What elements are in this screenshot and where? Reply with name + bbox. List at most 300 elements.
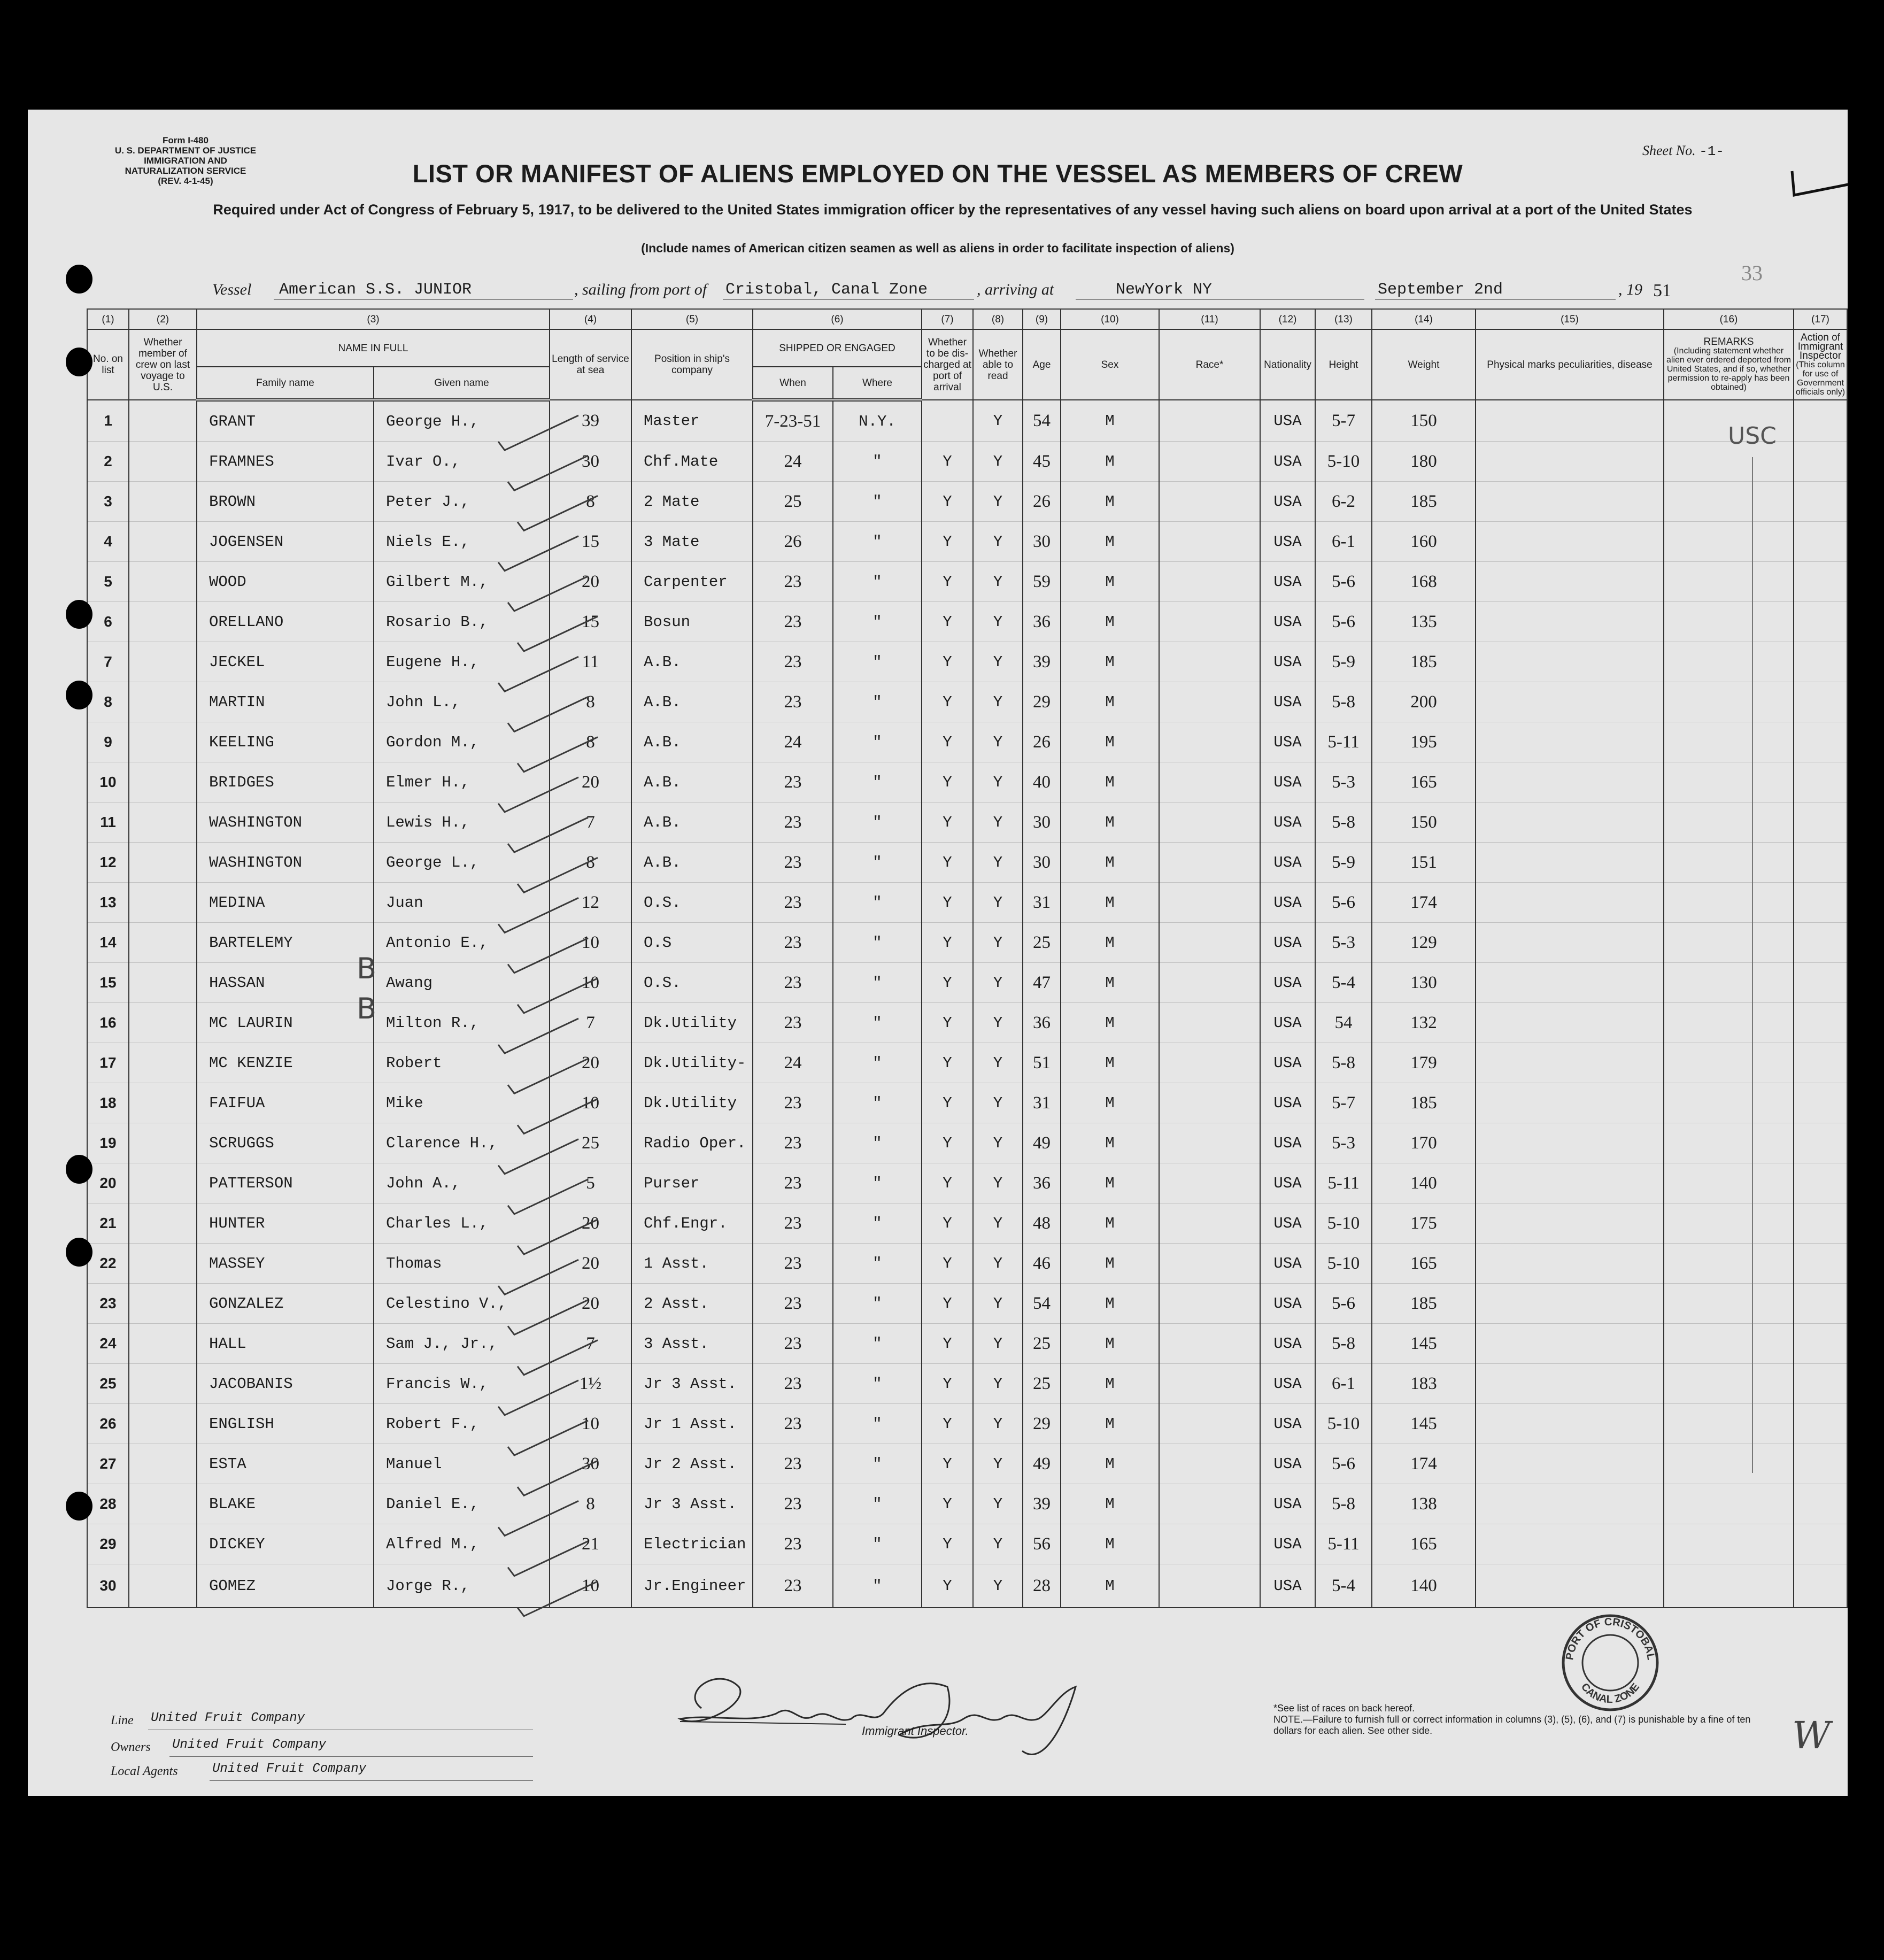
cell-discharged: Y	[922, 1324, 973, 1364]
cell-when: 23	[753, 843, 833, 883]
cell-height: 6-2	[1315, 482, 1372, 522]
cell-nationality: USA	[1260, 1564, 1315, 1608]
cell-sex: M	[1061, 722, 1159, 762]
cell-whether-crew	[129, 1364, 197, 1404]
cell-given-name: Antonio E.,	[374, 923, 550, 963]
cell-family-name: HUNTER	[197, 1203, 374, 1244]
table-row	[87, 642, 1847, 682]
cell-position: O.S	[631, 923, 753, 963]
cell-physical	[1476, 1324, 1664, 1364]
cell-read: Y	[973, 883, 1023, 923]
cell-family-name: MASSEY	[197, 1244, 374, 1284]
sailing-label: , sailing from port of	[574, 281, 707, 298]
table-row	[87, 682, 1847, 722]
table-row	[87, 602, 1847, 642]
cell-action	[1794, 442, 1847, 482]
cell-sex: M	[1061, 762, 1159, 802]
note-label: NOTE.	[1273, 1714, 1303, 1725]
cell-read: Y	[973, 1324, 1023, 1364]
cell-position: Dk.Utility	[631, 1083, 753, 1123]
cell-nationality: USA	[1260, 923, 1315, 963]
cell-action	[1794, 1484, 1847, 1524]
col-num-7: (7)	[922, 309, 973, 329]
initials-annotation: W	[1792, 1714, 1831, 1757]
cell-whether-crew	[129, 562, 197, 602]
cell-height: 5-6	[1315, 602, 1372, 642]
cell-given-name: John L.,	[374, 682, 550, 722]
col-num-12: (12)	[1260, 309, 1315, 329]
cell-discharged: Y	[922, 1404, 973, 1444]
cell-length-service: 20	[550, 1284, 631, 1324]
col-num-6: (6)	[753, 309, 922, 329]
cell-discharged: Y	[922, 1244, 973, 1284]
cell-where: "	[833, 1244, 922, 1284]
cell-action	[1794, 1324, 1847, 1364]
table-row	[87, 562, 1847, 602]
cell-age: 45	[1023, 442, 1061, 482]
crew-rows	[87, 400, 1847, 1608]
cell-when: 23	[753, 1203, 833, 1244]
cell-whether-crew	[129, 400, 197, 442]
header-action-inspector	[1794, 329, 1847, 400]
cell-race	[1159, 562, 1260, 602]
row-number: 24	[87, 1324, 129, 1364]
cell-nationality: USA	[1260, 1404, 1315, 1444]
cell-physical	[1476, 802, 1664, 843]
row-number: 5	[87, 562, 129, 602]
binder-hole	[66, 1492, 92, 1521]
cell-discharged: Y	[922, 1524, 973, 1564]
cell-read: Y	[973, 1444, 1023, 1484]
cell-age: 48	[1023, 1203, 1061, 1244]
row-number: 17	[87, 1043, 129, 1083]
cell-when: 23	[753, 682, 833, 722]
table-row	[87, 963, 1847, 1003]
row-number: 15	[87, 963, 129, 1003]
cell-physical	[1476, 843, 1664, 883]
cell-position: 3 Mate	[631, 522, 753, 562]
cell-where: "	[833, 963, 922, 1003]
cell-given-name: Sam J., Jr.,	[374, 1324, 550, 1364]
cell-sex: M	[1061, 923, 1159, 963]
cell-action	[1794, 722, 1847, 762]
cell-physical	[1476, 1244, 1664, 1284]
cell-height: 5-4	[1315, 1564, 1372, 1608]
cell-whether-crew	[129, 762, 197, 802]
cell-whether-crew	[129, 1244, 197, 1284]
cell-position: 1 Asst.	[631, 1244, 753, 1284]
cell-nationality: USA	[1260, 1043, 1315, 1083]
cell-height: 5-3	[1315, 762, 1372, 802]
cell-physical	[1476, 923, 1664, 963]
cell-action	[1794, 1524, 1847, 1564]
row-number: 13	[87, 883, 129, 923]
cell-discharged: Y	[922, 442, 973, 482]
cell-race	[1159, 682, 1260, 722]
cell-discharged: Y	[922, 602, 973, 642]
cell-length-service: 20	[550, 562, 631, 602]
binder-hole	[66, 1238, 92, 1267]
cell-physical	[1476, 1203, 1664, 1244]
cell-when: 25	[753, 482, 833, 522]
cell-action	[1794, 883, 1847, 923]
cell-when: 23	[753, 602, 833, 642]
cell-family-name: BRIDGES	[197, 762, 374, 802]
cell-physical	[1476, 562, 1664, 602]
header-physical-marks: Physical marks peculiarities, disease	[1476, 329, 1664, 400]
cell-given-name: George L.,	[374, 843, 550, 883]
cell-discharged: Y	[922, 1364, 973, 1404]
cell-race	[1159, 883, 1260, 923]
cell-physical	[1476, 602, 1664, 642]
cell-whether-crew	[129, 522, 197, 562]
cell-where: "	[833, 1123, 922, 1163]
cell-when: 24	[753, 722, 833, 762]
crew-manifest-table	[87, 308, 1848, 1608]
table-row	[87, 1404, 1847, 1444]
row-number: 28	[87, 1484, 129, 1524]
cell-age: 56	[1023, 1524, 1061, 1564]
cell-position: Chf.Engr.	[631, 1203, 753, 1244]
cell-age: 30	[1023, 522, 1061, 562]
cell-height: 5-10	[1315, 1244, 1372, 1284]
table-row	[87, 1524, 1847, 1564]
cell-given-name: Thomas	[374, 1244, 550, 1284]
cell-position: A.B.	[631, 682, 753, 722]
cell-height: 5-3	[1315, 1123, 1372, 1163]
cell-length-service: 10	[550, 1564, 631, 1608]
col-num-17: (17)	[1794, 309, 1847, 329]
cell-position: Jr 3 Asst.	[631, 1364, 753, 1404]
cell-given-name: Robert	[374, 1043, 550, 1083]
table-row	[87, 1284, 1847, 1324]
cell-race	[1159, 1244, 1260, 1284]
cell-sex: M	[1061, 1564, 1159, 1608]
cell-when: 23	[753, 1484, 833, 1524]
cell-length-service: 20	[550, 1043, 631, 1083]
cell-whether-crew	[129, 883, 197, 923]
document-title: LIST OR MANIFEST OF ALIENS EMPLOYED ON THE VESSEL AS MEMBERS OF CREW	[412, 159, 1463, 188]
row-number: 19	[87, 1123, 129, 1163]
cell-length-service: 39	[550, 400, 631, 442]
cell-read: Y	[973, 762, 1023, 802]
cell-sex: M	[1061, 1404, 1159, 1444]
header-given-name: Given name	[374, 367, 550, 400]
cell-weight: 200	[1372, 682, 1476, 722]
header-action-title: Action of Immigrant Inspector	[1797, 331, 1843, 361]
cell-race	[1159, 482, 1260, 522]
cell-length-service: 20	[550, 1203, 631, 1244]
cell-age: 49	[1023, 1123, 1061, 1163]
cell-whether-crew	[129, 722, 197, 762]
cell-race	[1159, 642, 1260, 682]
table-row	[87, 442, 1847, 482]
footer-owners-value: United Fruit Company	[172, 1738, 327, 1752]
row-number: 22	[87, 1244, 129, 1284]
cell-when: 23	[753, 802, 833, 843]
row-number: 1	[87, 400, 129, 442]
cell-family-name: BLAKE	[197, 1484, 374, 1524]
cell-position: O.S.	[631, 963, 753, 1003]
cell-age: 39	[1023, 642, 1061, 682]
cell-read: Y	[973, 963, 1023, 1003]
cell-weight: 165	[1372, 1524, 1476, 1564]
cell-race	[1159, 1364, 1260, 1404]
col-num-16: (16)	[1664, 309, 1794, 329]
cell-position: A.B.	[631, 843, 753, 883]
cell-weight: 140	[1372, 1163, 1476, 1203]
col-num-5: (5)	[631, 309, 753, 329]
cell-weight: 160	[1372, 522, 1476, 562]
cell-position: A.B.	[631, 722, 753, 762]
row-number: 21	[87, 1203, 129, 1244]
cell-where: "	[833, 802, 922, 843]
cell-discharged: Y	[922, 722, 973, 762]
cell-whether-crew	[129, 802, 197, 843]
cell-remarks	[1664, 802, 1794, 843]
cell-physical	[1476, 1043, 1664, 1083]
cell-position: A.B.	[631, 762, 753, 802]
cell-when: 23	[753, 1564, 833, 1608]
cell-physical	[1476, 1123, 1664, 1163]
table-row	[87, 1444, 1847, 1484]
table-row	[87, 522, 1847, 562]
cell-nationality: USA	[1260, 762, 1315, 802]
footer-notes	[1273, 1703, 1781, 1737]
arrival-date: September 2nd	[1378, 281, 1503, 299]
cell-race	[1159, 1043, 1260, 1083]
cell-family-name: DICKEY	[197, 1524, 374, 1564]
header-discharged: Whether to be dis-charged at port of arrival	[922, 329, 973, 400]
cell-where: "	[833, 1404, 922, 1444]
cell-height: 5-9	[1315, 642, 1372, 682]
arriving-label: , arriving at	[977, 281, 1054, 298]
col-num-10: (10)	[1061, 309, 1159, 329]
cell-age: 54	[1023, 400, 1061, 442]
cell-action	[1794, 602, 1847, 642]
sailing-port: Cristobal, Canal Zone	[725, 281, 928, 299]
cell-nationality: USA	[1260, 843, 1315, 883]
cell-sex: M	[1061, 1284, 1159, 1324]
cell-age: 26	[1023, 482, 1061, 522]
table-row	[87, 1244, 1847, 1284]
cell-given-name: Clarence H.,	[374, 1123, 550, 1163]
footer-line-label: Line	[111, 1714, 134, 1727]
table-row	[87, 1083, 1847, 1123]
cell-family-name: GONZALEZ	[197, 1284, 374, 1324]
cell-remarks	[1664, 642, 1794, 682]
cell-nationality: USA	[1260, 1083, 1315, 1123]
cell-action	[1794, 1003, 1847, 1043]
cell-family-name: MARTIN	[197, 682, 374, 722]
year-prefix: , 19	[1618, 281, 1642, 298]
cell-weight: 185	[1372, 1083, 1476, 1123]
header-height: Height	[1315, 329, 1372, 400]
cell-sex: M	[1061, 1203, 1159, 1244]
cell-age: 29	[1023, 1404, 1061, 1444]
cell-race	[1159, 442, 1260, 482]
cell-discharged: Y	[922, 1444, 973, 1484]
cell-family-name: MEDINA	[197, 883, 374, 923]
cell-race	[1159, 1083, 1260, 1123]
header-name-in-full: NAME IN FULL	[197, 329, 550, 367]
cell-whether-crew	[129, 1123, 197, 1163]
cell-length-service: 15	[550, 522, 631, 562]
cell-race	[1159, 1203, 1260, 1244]
cell-position: Dk.Utility-	[631, 1043, 753, 1083]
cell-position: Master	[631, 400, 753, 442]
cell-given-name: Niels E.,	[374, 522, 550, 562]
cell-given-name: Robert F.,	[374, 1404, 550, 1444]
cell-read: Y	[973, 1123, 1023, 1163]
manifest-sheet	[28, 110, 1848, 1796]
cell-height: 5-8	[1315, 802, 1372, 843]
cell-race	[1159, 1163, 1260, 1203]
cell-position: Jr 1 Asst.	[631, 1404, 753, 1444]
cell-height: 5-10	[1315, 442, 1372, 482]
cell-age: 46	[1023, 1244, 1061, 1284]
cell-position: Radio Oper.	[631, 1123, 753, 1163]
cell-discharged: Y	[922, 522, 973, 562]
cell-where: "	[833, 722, 922, 762]
cell-nationality: USA	[1260, 400, 1315, 442]
cell-weight: 145	[1372, 1324, 1476, 1364]
cell-race	[1159, 1123, 1260, 1163]
cell-action	[1794, 642, 1847, 682]
cell-discharged: Y	[922, 1123, 973, 1163]
cell-when: 26	[753, 522, 833, 562]
row-number: 30	[87, 1564, 129, 1608]
cell-physical	[1476, 522, 1664, 562]
header-when: When	[753, 367, 833, 400]
cell-nationality: USA	[1260, 1324, 1315, 1364]
cell-remarks	[1664, 1324, 1794, 1364]
cell-position: A.B.	[631, 802, 753, 843]
cell-given-name: Eugene H.,	[374, 642, 550, 682]
cell-when: 23	[753, 1123, 833, 1163]
cell-height: 5-8	[1315, 1484, 1372, 1524]
cell-length-service: 20	[550, 762, 631, 802]
cell-given-name: Awang	[374, 963, 550, 1003]
cell-when: 23	[753, 923, 833, 963]
cell-weight: 185	[1372, 1284, 1476, 1324]
cell-length-service: 10	[550, 1404, 631, 1444]
cell-discharged: Y	[922, 1003, 973, 1043]
cell-remarks	[1664, 1163, 1794, 1203]
cell-action	[1794, 923, 1847, 963]
cell-discharged: Y	[922, 843, 973, 883]
cell-physical	[1476, 963, 1664, 1003]
header-family-name: Family name	[197, 367, 374, 400]
cell-physical	[1476, 883, 1664, 923]
cell-race	[1159, 963, 1260, 1003]
cell-position: 2 Asst.	[631, 1284, 753, 1324]
table-row	[87, 1484, 1847, 1524]
cell-family-name: BARTELEMY	[197, 923, 374, 963]
cell-where: "	[833, 1083, 922, 1123]
cell-nationality: USA	[1260, 1524, 1315, 1564]
cell-sex: M	[1061, 1163, 1159, 1203]
cell-nationality: USA	[1260, 1444, 1315, 1484]
row-number: 18	[87, 1083, 129, 1123]
cell-height: 5-8	[1315, 1324, 1372, 1364]
row-number: 29	[87, 1524, 129, 1564]
cell-discharged: Y	[922, 963, 973, 1003]
cell-family-name: FAIFUA	[197, 1083, 374, 1123]
cell-physical	[1476, 1444, 1664, 1484]
row-number: 7	[87, 642, 129, 682]
cell-weight: 185	[1372, 642, 1476, 682]
header-shipped-engaged: SHIPPED OR ENGAGED	[753, 329, 922, 367]
table-row	[87, 1043, 1847, 1083]
cell-whether-crew	[129, 1564, 197, 1608]
cell-given-name: Jorge R.,	[374, 1564, 550, 1608]
cell-read: Y	[973, 1003, 1023, 1043]
cell-given-name: Manuel	[374, 1444, 550, 1484]
table-row	[87, 762, 1847, 802]
cell-whether-crew	[129, 1003, 197, 1043]
cell-length-service: 15	[550, 602, 631, 642]
cell-physical	[1476, 1003, 1664, 1043]
note-text: —Failure to furnish full or correct information in columns (3), (5), (6), and (7) is punishable by a fine of ten dollars for each alien. See other side.	[1273, 1714, 1751, 1736]
cell-age: 54	[1023, 1284, 1061, 1324]
table-row	[87, 482, 1847, 522]
cell-weight: 179	[1372, 1043, 1476, 1083]
cell-length-service: 30	[550, 1444, 631, 1484]
cell-sex: M	[1061, 883, 1159, 923]
header-length-service: Length of service at sea	[550, 329, 631, 400]
cell-height: 54	[1315, 1003, 1372, 1043]
cell-read: Y	[973, 1284, 1023, 1324]
cell-physical	[1476, 642, 1664, 682]
cell-where: "	[833, 642, 922, 682]
cell-discharged: Y	[922, 682, 973, 722]
usc-annotation: USC	[1728, 422, 1777, 450]
binder-hole	[66, 600, 92, 629]
cell-whether-crew	[129, 1083, 197, 1123]
cell-action	[1794, 762, 1847, 802]
cell-action	[1794, 562, 1847, 602]
cell-physical	[1476, 1484, 1664, 1524]
cell-discharged: Y	[922, 1083, 973, 1123]
cell-given-name: Lewis H.,	[374, 802, 550, 843]
cell-action	[1794, 963, 1847, 1003]
cell-action	[1794, 1123, 1847, 1163]
cell-remarks	[1664, 883, 1794, 923]
cell-age: 28	[1023, 1564, 1061, 1608]
cell-age: 39	[1023, 1484, 1061, 1524]
cell-height: 5-9	[1315, 843, 1372, 883]
cell-where: "	[833, 1364, 922, 1404]
cell-read: Y	[973, 562, 1023, 602]
table-row	[87, 1564, 1847, 1608]
table-row	[87, 883, 1847, 923]
cell-whether-crew	[129, 843, 197, 883]
cell-length-service: 25	[550, 1123, 631, 1163]
cell-weight: 170	[1372, 1123, 1476, 1163]
table-row	[87, 1163, 1847, 1203]
inspector-signature-image	[669, 1644, 1151, 1772]
cell-whether-crew	[129, 1404, 197, 1444]
cell-race	[1159, 802, 1260, 843]
cell-given-name: Francis W.,	[374, 1364, 550, 1404]
cell-weight: 168	[1372, 562, 1476, 602]
cell-nationality: USA	[1260, 1203, 1315, 1244]
cell-nationality: USA	[1260, 1284, 1315, 1324]
cell-physical	[1476, 682, 1664, 722]
cell-given-name: Elmer H.,	[374, 762, 550, 802]
cell-family-name: JACOBANIS	[197, 1364, 374, 1404]
